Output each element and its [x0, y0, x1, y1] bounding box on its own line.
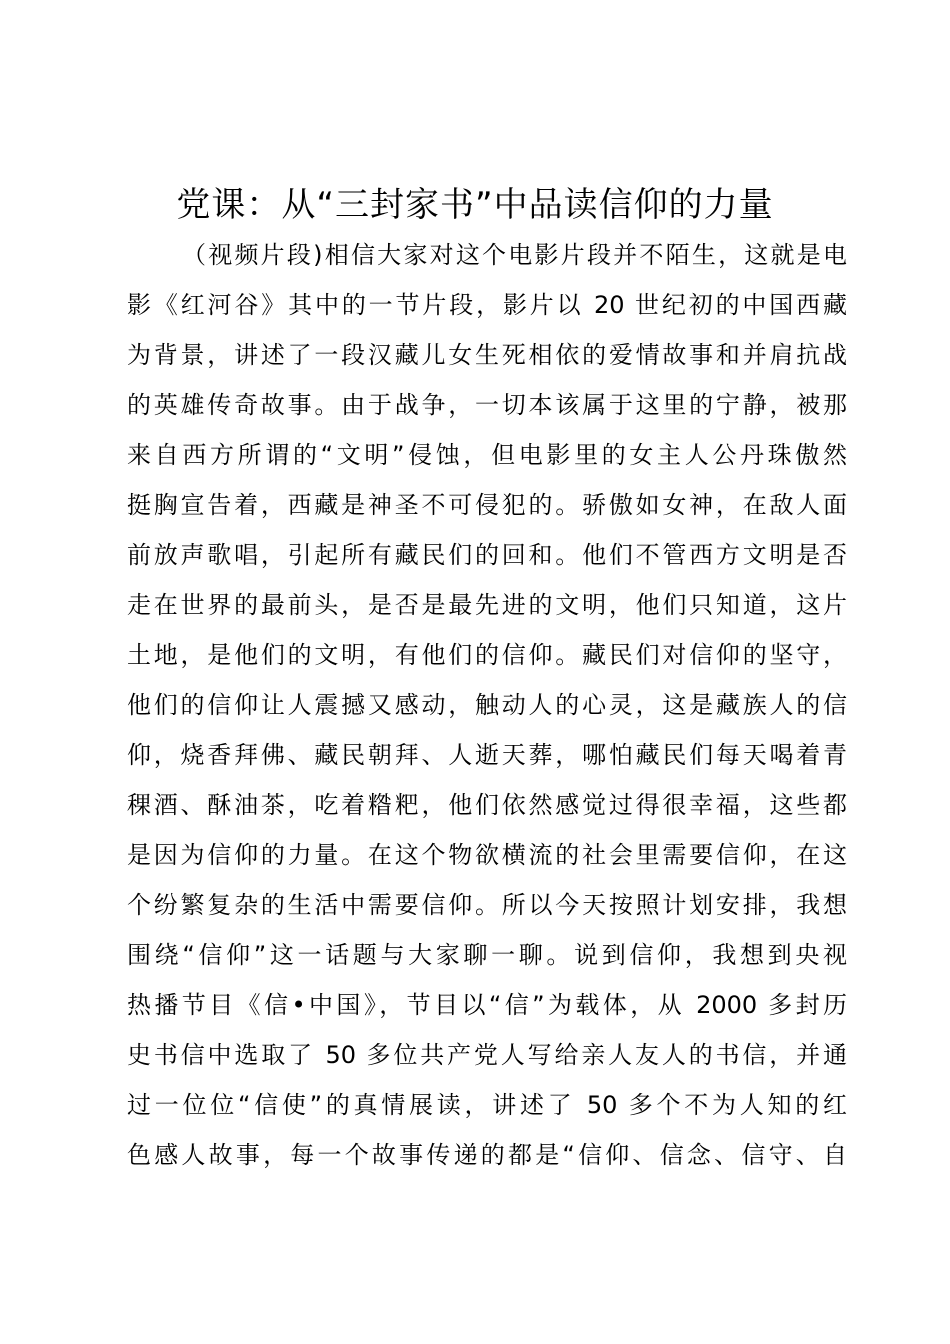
paragraph-line: 围绕“信仰”这一话题与大家聊一聊。说到信仰，我想到央视: [127, 941, 847, 969]
document-title: 党课：从“三封家书”中品读信仰的力量: [176, 185, 774, 225]
paragraph-line: 仰，烧香拜佛、藏民朝拜、人逝天葬，哪怕藏民们每天喝着青: [127, 741, 847, 769]
paragraph-line: 稞酒、酥油茶，吃着糌粑，他们依然感觉过得很幸福，这些都: [127, 791, 847, 819]
paragraph-line: 是因为信仰的力量。在这个物欲横流的社会里需要信仰，在这: [127, 841, 847, 869]
paragraph-line: 过一位位“信使”的真情展读，讲述了 50 多个不为人知的红: [127, 1091, 847, 1119]
paragraph-line: 热播节目《信•中国》，节目以“信”为载体，从 2000 多封历: [127, 991, 847, 1019]
paragraph-line: 来自西方所谓的“文明”侵蚀，但电影里的女主人公丹珠傲然: [127, 441, 847, 469]
paragraph-line: （视频片段)相信大家对这个电影片段并不陌生，这就是电: [182, 241, 847, 269]
paragraph-line: 土地，是他们的文明，有他们的信仰。藏民们对信仰的坚守，: [127, 641, 847, 669]
document-body: [127, 230, 847, 1180]
paragraph-line: 色感人故事，每一个故事传递的都是“信仰、信念、信守、自: [127, 1141, 847, 1169]
paragraph-line: 史书信中选取了 50 多位共产党人写给亲人友人的书信，并通: [127, 1041, 847, 1069]
paragraph-line: 的英雄传奇故事。由于战争，一切本该属于这里的宁静，被那: [127, 391, 847, 419]
paragraph-line: 走在世界的最前头，是否是最先进的文明，他们只知道，这片: [127, 591, 847, 619]
paragraph-line: 个纷繁复杂的生活中需要信仰。所以今天按照计划安排，我想: [127, 891, 847, 919]
paragraph-line: 前放声歌唱，引起所有藏民们的回和。他们不管西方文明是否: [127, 541, 847, 569]
paragraph-line: 挺胸宣告着，西藏是神圣不可侵犯的。骄傲如女神，在敌人面: [127, 491, 847, 519]
paragraph-line: 为背景，讲述了一段汉藏儿女生死相依的爱情故事和并肩抗战: [127, 341, 847, 369]
paragraph-line: 影《红河谷》其中的一节片段，影片以 20 世纪初的中国西藏: [127, 291, 847, 319]
paragraph-line: 他们的信仰让人震撼又感动，触动人的心灵，这是藏族人的信: [127, 691, 847, 719]
